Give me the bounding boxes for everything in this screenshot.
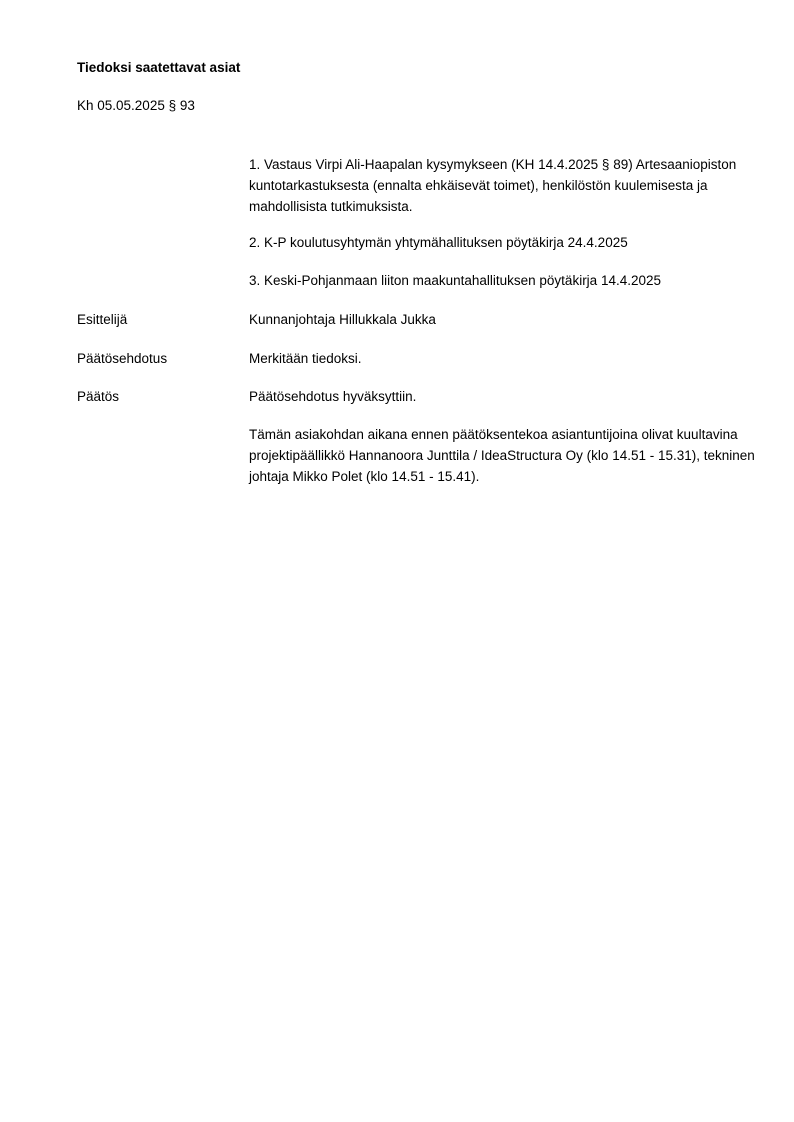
- meeting-reference: Kh 05.05.2025 § 93: [77, 98, 195, 113]
- info-item-3: 3. Keski-Pohjanmaan liiton maakuntahallituksen pöytäkirja 14.4.2025: [249, 273, 662, 288]
- decision-value: Päätösehdotus hyväksyttiin.: [249, 389, 417, 404]
- decision-note: Tämän asiakohdan aikana ennen päätöksentekoa asiantuntijoina olivat kuultavina projektipäällikkö Hannanoora Junttila / IdeaStructura Oy (klo 14.51 - 15.31), tekninen johtaja Mikko Polet (klo 14.51 - 15.41).: [249, 427, 755, 484]
- decision-label: Päätös: [77, 389, 120, 404]
- proposal-label: Päätösehdotus: [77, 351, 168, 366]
- presenter-label: Esittelijä: [77, 312, 128, 327]
- presenter-value: Kunnanjohtaja Hillukkala Jukka: [249, 312, 436, 327]
- proposal-value: Merkitään tiedoksi.: [249, 351, 362, 366]
- document-title: Tiedoksi saatettavat asiat: [77, 60, 241, 75]
- info-item-1: 1. Vastaus Virpi Ali-Haapalan kysymykseen (KH 14.4.2025 § 89) Artesaaniopiston kuntotarkastuksesta (ennalta ehkäisevät toimet), henkilöstön kuulemisesta ja mahdollisista tutkimuksista.: [249, 157, 737, 214]
- info-item-2: 2. K-P koulutusyhtymän yhtymähallituksen pöytäkirja 24.4.2025: [249, 235, 628, 250]
